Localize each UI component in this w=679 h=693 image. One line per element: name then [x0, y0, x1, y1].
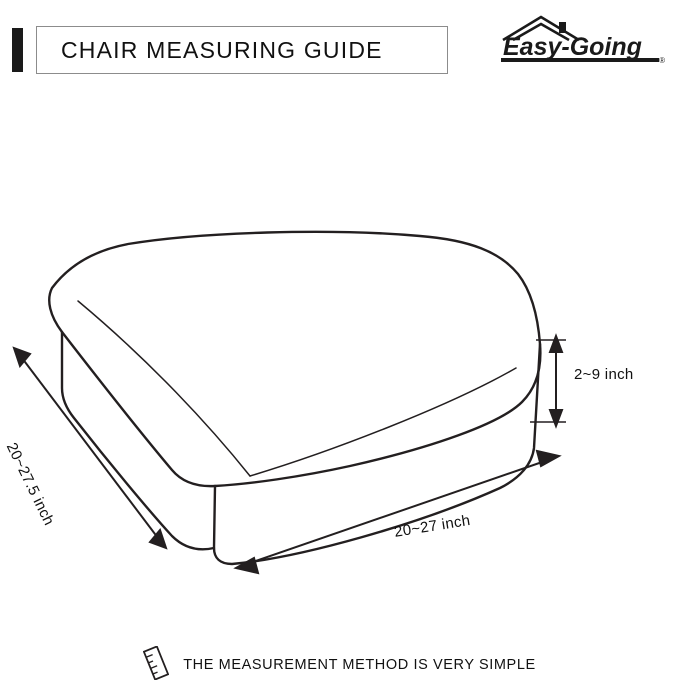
cushion-diagram — [0, 96, 679, 636]
svg-text:Easy-Going: Easy-Going — [503, 33, 642, 61]
depth-label: 20~27.5 inch — [2, 440, 58, 529]
page-title: CHAIR MEASURING GUIDE — [61, 36, 383, 63]
page-footer — [0, 636, 679, 693]
registered-trademark-symbol: ® — [659, 56, 665, 65]
cushion-crease-line — [78, 301, 250, 476]
brand-logo — [495, 14, 665, 76]
page-title-box — [36, 26, 448, 74]
ruler-icon — [143, 646, 169, 685]
cushion-crease-line-2 — [250, 368, 516, 476]
cushion-top-face — [49, 232, 540, 486]
footer-caption: THE MEASUREMENT METHOD IS VERY SIMPLE — [183, 656, 536, 673]
page-header — [0, 0, 679, 96]
cushion-front-face — [214, 344, 540, 564]
height-dimension — [0, 96, 562, 426]
width-dimension — [236, 451, 559, 573]
title-accent-bar — [12, 28, 23, 72]
width-label: 20~27 inch — [393, 511, 472, 541]
height-label: 2~9 inch — [574, 366, 634, 383]
